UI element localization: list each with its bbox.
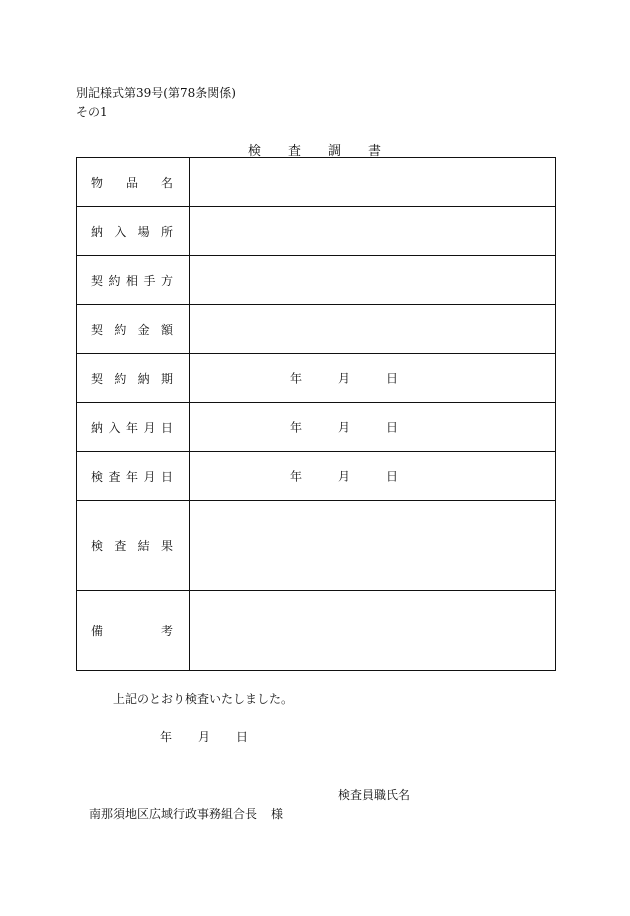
row-contract-amount bbox=[77, 305, 556, 354]
row-remarks bbox=[77, 591, 556, 671]
label-inspection-date: 検 査 年 月 日 bbox=[77, 452, 190, 501]
signature-date bbox=[160, 728, 274, 745]
month-label: 月 bbox=[338, 371, 351, 386]
label-delivery-date: 納 入 年 月 日 bbox=[77, 403, 190, 452]
day-label: 日 bbox=[386, 420, 399, 435]
value-contractor[interactable] bbox=[190, 256, 556, 305]
row-inspection-result bbox=[77, 501, 556, 591]
addressee-name: 南那須地区広域行政事務組合長 bbox=[89, 807, 258, 821]
inspector-name-label: 検査員職氏名 bbox=[338, 788, 411, 802]
row-contractor bbox=[77, 256, 556, 305]
row-item-name bbox=[77, 158, 556, 207]
month-label: 月 bbox=[338, 420, 351, 435]
label-contract-amount: 契 約 金 額 bbox=[77, 305, 190, 354]
value-inspection-date[interactable] bbox=[190, 452, 556, 501]
day-label: 日 bbox=[386, 469, 399, 484]
row-delivery-date bbox=[77, 403, 556, 452]
title-char: 査 bbox=[287, 144, 302, 159]
label-inspection-result: 検 査 結 果 bbox=[77, 501, 190, 591]
year-label: 年 bbox=[160, 730, 173, 744]
value-remarks[interactable] bbox=[190, 591, 556, 671]
value-delivery-date[interactable] bbox=[190, 403, 556, 452]
label-contractor: 契 約 相 手 方 bbox=[77, 256, 190, 305]
inspection-form-table bbox=[76, 157, 556, 671]
title-char: 調 bbox=[328, 144, 343, 159]
row-delivery-deadline bbox=[77, 354, 556, 403]
label-item-name: 物 品 名 bbox=[77, 158, 190, 207]
year-label: 年 bbox=[290, 469, 303, 484]
year-label: 年 bbox=[290, 371, 303, 386]
label-remarks: 備 考 bbox=[77, 591, 190, 671]
form-subnumber: その1 bbox=[76, 105, 108, 119]
label-delivery-deadline: 契 約 納 期 bbox=[77, 354, 190, 403]
closing-statement: 上記のとおり検査いたしました。 bbox=[113, 692, 294, 706]
title-char: 検 bbox=[247, 144, 262, 159]
year-label: 年 bbox=[290, 420, 303, 435]
day-label: 日 bbox=[386, 371, 399, 386]
form-reference: 別記様式第39号(第78条関係) bbox=[76, 86, 236, 100]
value-inspection-result[interactable] bbox=[190, 501, 556, 591]
value-contract-amount[interactable] bbox=[190, 305, 556, 354]
day-label: 日 bbox=[236, 730, 249, 744]
value-delivery-deadline[interactable] bbox=[190, 354, 556, 403]
row-inspection-date bbox=[77, 452, 556, 501]
value-delivery-place[interactable] bbox=[190, 207, 556, 256]
month-label: 月 bbox=[338, 469, 351, 484]
title-char: 書 bbox=[368, 144, 383, 159]
value-item-name[interactable] bbox=[190, 158, 556, 207]
row-delivery-place bbox=[77, 207, 556, 256]
addressee bbox=[89, 805, 283, 822]
label-delivery-place: 納 入 場 所 bbox=[77, 207, 190, 256]
honorific: 様 bbox=[271, 807, 284, 821]
month-label: 月 bbox=[198, 730, 211, 744]
